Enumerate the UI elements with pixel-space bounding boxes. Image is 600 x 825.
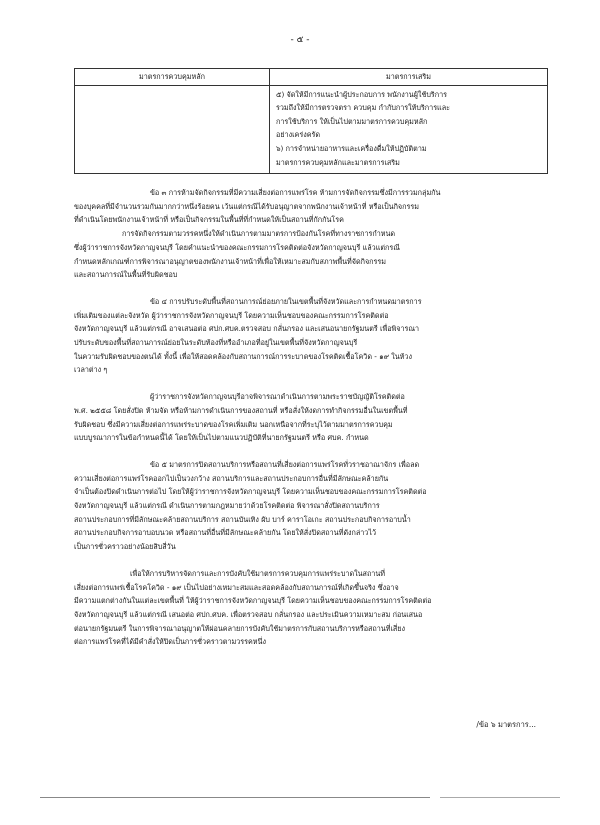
document-body — [74, 186, 548, 662]
section-4-line: ผู้ว่าราชการจังหวัดกาญจนบุรีอาจพิจารณาดำเนินการตามพระราชบัญญัติโรคติดต่อ — [150, 392, 405, 402]
section-3 — [74, 186, 548, 227]
section-5-line: จังหวัดกาญจนบุรี แล้วแต่กรณี เสนอต่อ ศปก.ศบค. เพื่อตรวจสอบ กลั่นกรอง และประเมินความเหมาะสม ก่อนเสนอ — [74, 609, 423, 619]
page-number: - ๕ - — [290, 35, 310, 45]
measures-table — [74, 68, 548, 174]
section-3-line: การจัดกิจกรรมตามวรรคหนึ่งให้ดำเนินการตามมาตรการป้องกันโรคที่ทางราชการกำหนด — [122, 229, 396, 239]
continuation-note: /ข้อ ๖ มาตรการ... — [476, 720, 536, 729]
section-5-line: สถานประกอบกิจการอาบอบนวด หรือสถานที่อื่นที่มีลักษณะคล้ายกัน โดยให้สั่งปิดสถานที่ดังกล่าวไว้ — [74, 528, 376, 538]
section-3-line: ข้อ ๓ การห้ามจัดกิจกรรมที่มีความเสี่ยงต่อการแพร่โรค ห้ามการจัดกิจกรรมซึ่งมีการรวมกลุ่มกัน — [150, 188, 441, 197]
section-4-line: เวลาต่าง ๆ — [74, 365, 108, 375]
section-4-line: เพิ่มเติมของแต่ละจังหวัด ผู้ว่าราชการจังหวัดกาญจนบุรี โดยความเห็นชอบของคณะกรรมการโรคติดต่อ — [74, 310, 389, 320]
section-4-line: จังหวัดกาญจนบุรี แล้วแต่กรณี อาจเสนอต่อ ศปก.ศบค.ตรวจสอบ กลั่นกรอง และเสนอนายกรัฐมนตรี เพื่อพิจารณา — [74, 324, 420, 334]
table-header-row — [75, 69, 548, 86]
section-3-line: ที่ดำเนินโดยพนักงานเจ้าหน้าที่ หรือเป็นกิจกรรมในพื้นที่ที่กำหนดให้เป็นสถานที่กักกันโรค — [74, 215, 344, 225]
section-5-line: เป็นการชั่วคราวอย่างน้อยสิบสี่วัน — [74, 542, 176, 552]
section-5-line: ความเสี่ยงต่อการแพร่โรคออกไปเป็นวงกว้าง สถานบริการและสถานประกอบการอื่นที่มีลักษณะคล้ายกัน — [74, 473, 389, 483]
main-measures-cell — [75, 85, 270, 174]
section-5-line: จังหวัดกาญจนบุรี แล้วแต่กรณี ดำเนินการตามกฎหมายว่าด้วยโรคติดต่อ พิจารณาสั่งปิดสถานบริการ — [74, 501, 380, 511]
supplementary-line: มาตรการควบคุมหลักและมาตรการเสริม — [276, 157, 400, 167]
section-3-line: และสถานการณ์ในพื้นที่รับผิดชอบ — [74, 270, 178, 280]
section-4 — [74, 295, 548, 377]
section-5-line: มีความแตกต่างกันในแต่ละเขตพื้นที่ ให้ผู้ว่าราชการจังหวัดกาญจนบุรี โดยความเห็นชอบของคณะกรรมการโรคติดต่อ — [74, 596, 432, 606]
section-5-line: ต่อนายกรัฐมนตรี ในการพิจารณาอนุญาตให้ผ่อนคลายการบังคับใช้มาตรการกับสถานบริการหรือสถานที่เสี่ยง — [74, 623, 406, 633]
supplementary-line: ๖) การจำหน่ายอาหารและเครื่องดื่มให้ปฏิบัติตาม — [276, 143, 427, 153]
section-3-line: ซึ่งผู้ว่าราชการจังหวัดกาญจนบุรี โดยคำแนะนำของคณะกรรมการโรคติดต่อจังหวัดกาญจนบุรี แล้วแต่กรณี — [74, 242, 400, 252]
section-5-line: จำเป็นต้องปิดดำเนินการต่อไป โดยให้ผู้ว่าราชการจังหวัดกาญจนบุรี โดยความเห็นชอบของคณะกรรมการโรคติดต่อ — [74, 487, 427, 497]
main-measures-header: มาตรการควบคุมหลัก — [75, 69, 270, 86]
section-5 — [74, 458, 548, 554]
section-4-line: พ.ศ. ๒๕๕๘ โดยสั่งปิด ห้ามจัด หรือห้ามการดำเนินการของสถานที่ หรือสั่งให้งดการทำกิจกรรมอื่นในเขตพื้นที่ — [74, 405, 408, 415]
section-5-line: ข้อ ๕ มาตรการปิดสถานบริการหรือสถานที่เสี่ยงต่อการแพร่โรคทั่วราชอาณาจักร เพื่อลด — [150, 459, 420, 469]
supplementary-measures-cell — [270, 85, 548, 174]
section-4-line: รับผิดชอบ ซึ่งมีความเสี่ยงต่อการแพร่ระบาดของโรคเพิ่มเติม นอกเหนือจากที่ระบุไว้ตามมาตรการควบคุม — [74, 419, 393, 429]
section-3-line: ของบุคคลที่มีจำนวนรวมกันมากกว่าหนึ่งร้อยคน เว้นแต่กรณีได้รับอนุญาตจากพนักงานเจ้าหน้าที่ หรือเป็นกิจกรรม — [74, 201, 419, 211]
supplementary-line: อย่างเคร่งครัด — [276, 130, 321, 140]
section-4-paragraph-2 — [74, 390, 548, 445]
section-4-line: ข้อ ๔ การปรับระดับพื้นที่สถานการณ์ย่อยภายในเขตพื้นที่จังหวัดและการกำหนดมาตรการ — [150, 296, 422, 306]
section-4-line: ปรับระดับของพื้นที่สถานการณ์ย่อยในระดับท้องที่หรืออำเภอที่อยู่ในเขตพื้นที่จังหวัดกาญจนบุรี — [74, 338, 358, 348]
section-3-line: กำหนดหลักเกณฑ์การพิจารณาอนุญาตของพนักงานเจ้าหน้าที่เพื่อให้เหมาะสมกับสภาพพื้นที่จัดกิจกรรม — [74, 256, 386, 266]
section-5-paragraph-2 — [74, 567, 548, 649]
section-4-line: แบบบูรณาการในข้อกำหนดนี้ได้ โดยให้เป็นไปตามแนวปฏิบัติที่นายกรัฐมนตรี หรือ ศบค. กำหนด — [74, 433, 369, 443]
scan-divider — [440, 797, 560, 798]
supplementary-line: รวมถึงให้มีการตรวจตรา ควบคุม กำกับการให้บริการและ — [276, 103, 450, 113]
section-5-line: สถานประกอบการที่มีลักษณะคล้ายสถานบริการ สถานบันเทิง ผับ บาร์ คาราโอเกะ สถานประกอบกิจการอาบน้ำ — [74, 514, 411, 524]
section-5-line: เสี่ยงต่อการแพร่เชื้อโรคโควิด - ๑๙ เป็นไปอย่างเหมาะสมและสอดคล้องกับสถานการณ์ที่เกิดขึ้นจริง ซึ่งอาจ — [74, 582, 399, 592]
scan-divider — [40, 797, 430, 798]
supplementary-line: ๕) จัดให้มีการแนะนำผู้ประกอบการ พนักงานผู้ใช้บริการ — [276, 89, 447, 99]
section-5-line: ต่อการแพร่โรคที่ได้มีคำสั่งให้ปิดเป็นการชั่วคราวตามวรรคหนึ่ง — [74, 637, 266, 647]
section-5-line: เพื่อให้การบริหารจัดการและการบังคับใช้มาตรการควบคุมการแพร่ระบาดในสถานที่ — [130, 568, 385, 578]
section-4-line: ในความรับผิดชอบของตนได้ ทั้งนี้ เพื่อให้สอดคล้องกับสถานการณ์การระบาดของโรคติดเชื้อโควิด - ๑๙ ในห้วง — [74, 351, 412, 361]
table-row — [75, 85, 548, 174]
section-3-paragraph-2 — [74, 227, 548, 282]
supplementary-measures-header: มาตรการเสริม — [270, 69, 548, 86]
supplementary-line: การใช้บริการ ให้เป็นไปตามมาตรการควบคุมหลัก — [276, 116, 428, 126]
